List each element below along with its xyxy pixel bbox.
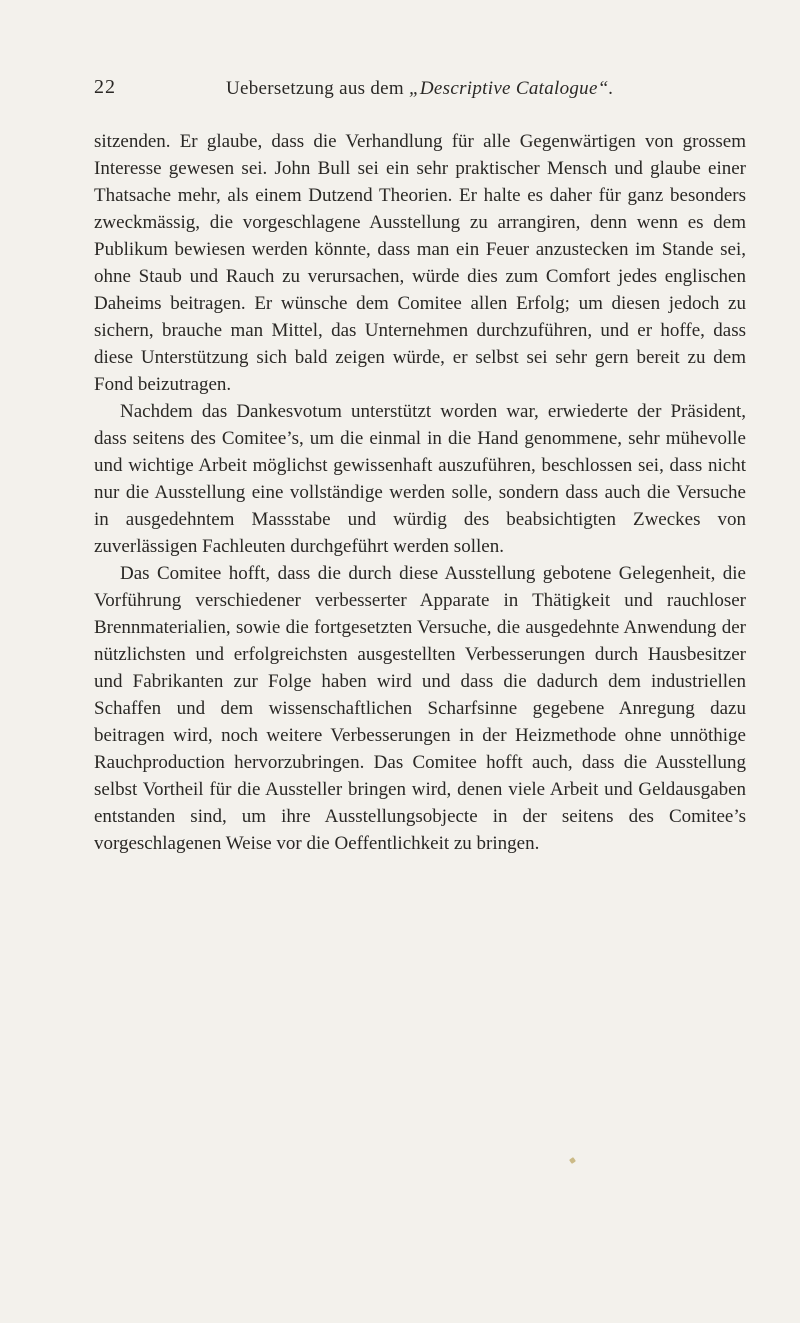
page-number: 22 [94,76,116,98]
page-header [0,76,800,106]
running-head-title: „Descriptive Catalogue“. [409,78,614,99]
body-text [94,128,746,857]
running-head [226,78,614,100]
paragraph-2: Nachdem das Dankesvotum unterstützt worden war, erwiederte der Präsident, dass seitens des Comitee’s, um die einmal in die Hand genommene, sehr mühevolle und wichtige Arbeit möglichst gewissenhaft auszuführen, beschlossen sei, dass nicht nur die Ausstellung eine vollständige werden solle, sondern dass auch die Versuche in ausgedehntem Massstabe und würdig des beabsichtigten Zweckes von zuverlässigen Fachleuten durchgeführt werden sollen. [94,401,746,557]
paragraph-1: sitzenden. Er glaube, dass die Verhandlung für alle Gegenwärtigen von grossem Interesse gewesen sei. John Bull sei ein sehr praktischer Mensch und glaube einer Thatsache mehr, als einem Dutzend Theorien. Er halte es daher für ganz besonders zweckmässig, die vorgeschlagene Ausstellung zu arrangiren, denn wenn es dem Publikum bewiesen werden könnte, dass man ein Feuer anzustecken im Stande sei, ohne Staub und Rauch zu verursachen, würde dies zum Comfort jedes englischen Daheims beitragen. Er wünsche dem Comitee allen Erfolg; um diesen jedoch zu sichern, brauche man Mittel, das Unternehmen durchzuführen, und er hoffe, dass diese Unterstützung sich bald zeigen würde, er selbst sei sehr gern bereit zu dem Fond beizutragen. [94,131,746,395]
paragraph-3: Das Comitee hofft, dass die durch diese Ausstellung gebotene Gelegenheit, die Vorführung verschiedener verbesserter Apparate in Thätigkeit und rauchloser Brennmaterialien, sowie die fortgesetzten Versuche, die ausgedehnte Anwendung der nützlichsten und erfolgreichsten ausgestellten Verbesserungen durch Hausbesitzer und Fabrikanten zur Folge haben wird und dass die dadurch dem industriellen Schaffen und dem wissenschaftlichen Scharfsinne gegebene Anregung dazu beitragen wird, noch weitere Verbesserungen in der Heizmethode ohne unnöthige Rauchproduction hervorzubringen. Das Comitee hofft auch, dass die Ausstellung selbst Vortheil für die Aussteller bringen wird, denen viele Arbeit und Geldausgaben entstanden sind, um ihre Ausstellungsobjecte in der seitens des Comitee’s vorgeschlagenen Weise vor die Oeffentlichkeit zu bringen. [94,563,746,854]
paper-speck [569,1157,576,1164]
running-head-prefix: Uebersetzung aus dem [226,78,410,99]
